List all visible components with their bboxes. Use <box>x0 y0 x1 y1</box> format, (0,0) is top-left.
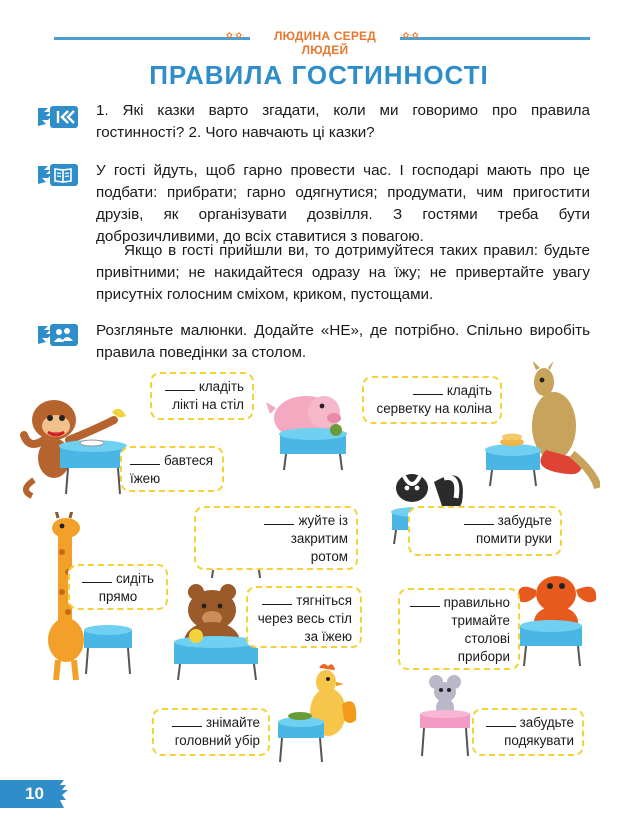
caption-elbows <box>150 372 254 420</box>
caption-sit-line-2: прямо <box>98 589 138 604</box>
caption-reach-line-2: через весь стіл <box>257 611 352 626</box>
caption-wash-line-1 <box>418 512 552 530</box>
caption-wash-line-2: помити руки <box>475 531 552 546</box>
caption-cutlery-line-3: столові <box>464 631 510 646</box>
caption-cutlery-line-2: тримайте <box>451 613 510 628</box>
answer-blank[interactable] <box>410 594 440 607</box>
answer-blank[interactable] <box>172 714 202 727</box>
caption-napkin-line-2: серветку на коліна <box>376 401 492 416</box>
caption-wash <box>408 506 562 556</box>
answer-blank[interactable] <box>464 512 494 525</box>
questions-text: 1. Які казки варто згадати, коли ми говоримо про правила гостинності? 2. Чого навчають ці казки? <box>96 102 590 141</box>
page-number: 10 <box>0 780 54 808</box>
caption-thanks <box>472 708 584 756</box>
group-work-icon <box>38 322 80 348</box>
caption-thanks-line-1 <box>482 714 574 732</box>
answer-blank[interactable] <box>413 382 443 395</box>
caption-hat <box>152 708 270 756</box>
caption-chew-line-1 <box>204 512 348 530</box>
caption-play-line-1 <box>130 452 214 470</box>
caption-chew <box>194 506 358 570</box>
answer-blank[interactable] <box>82 570 112 583</box>
header-ornament-right: ·✿·✿ <box>400 31 419 40</box>
caption-text: забудьте <box>519 715 574 730</box>
caption-cutlery-line-4: прибори <box>457 649 510 664</box>
caption-text: бавтеся <box>164 453 214 468</box>
caption-napkin-line-1 <box>372 382 492 400</box>
caption-elbows-line-1 <box>160 378 244 396</box>
reading-paragraph-2 <box>96 240 590 306</box>
caption-reach-line-1 <box>256 592 352 610</box>
caption-text: забудьте <box>497 513 552 528</box>
caption-thanks-line-2: подякувати <box>504 733 574 748</box>
caption-cutlery <box>398 588 520 670</box>
caption-hat-line-2: головний убір <box>174 733 260 748</box>
reading-paragraph-1: У гості йдуть, щоб гарно провести час. І господарі мають про це подбати: прибрати; гарно одягнутися; продумати, чим пригостити друзів, як організувати дозвілля. З гостями треба бути доброзичливими, до всіх ставитися з повагою. <box>96 162 590 245</box>
crayfish-illustration <box>512 566 602 670</box>
caption-chew-line-2: закритим <box>290 531 348 546</box>
header-line-right <box>400 37 590 40</box>
caption-text: кладіть <box>446 383 492 398</box>
header-section-title: ЛЮДИНА СЕРЕД ЛЮДЕЙ <box>274 29 376 57</box>
caption-play <box>120 446 224 492</box>
caption-text: жуйте із <box>298 513 348 528</box>
caption-reach <box>246 586 362 648</box>
caption-text: правильно <box>443 595 510 610</box>
answer-blank[interactable] <box>264 512 294 525</box>
caption-text: тягніться <box>296 593 352 608</box>
kangaroo-illustration <box>484 362 600 490</box>
reading-paragraph-2-text: Якщо в гості прийшли ви, то дотримуйтеся таких правил: будьте привітними; не накидайтеся одразу на їжу; не привертайте увагу присутніх голосним сміхом, криком, пустощами. <box>96 242 590 303</box>
caption-reach-line-3: за їжею <box>304 629 352 644</box>
caption-napkin <box>362 376 502 424</box>
answer-blank[interactable] <box>130 452 160 465</box>
task-text: Розгляньте малюнки. Додайте «НЕ», де потрібно. Спільно виробіть правила поведінки за столом. <box>96 322 590 361</box>
answer-blank[interactable] <box>262 592 292 605</box>
recall-icon <box>38 104 80 130</box>
book-icon <box>38 162 80 188</box>
caption-sit <box>68 564 168 610</box>
caption-text: знімайте <box>205 715 260 730</box>
caption-play-line-2: їжею <box>130 471 161 486</box>
header-line-left <box>54 37 250 40</box>
caption-sit-line-1 <box>78 570 158 588</box>
caption-cutlery-line-1 <box>408 594 510 612</box>
page-title: ПРАВИЛА ГОСТИННОСТІ <box>149 60 489 90</box>
page-number-tab-icon <box>54 780 68 808</box>
pig-illustration <box>262 388 358 472</box>
answer-blank[interactable] <box>165 378 195 391</box>
caption-elbows-line-2: лікті на стіл <box>172 397 244 412</box>
caption-text: кладіть <box>198 379 244 394</box>
caption-chew-line-3: ротом <box>310 549 348 564</box>
answer-blank[interactable] <box>486 714 516 727</box>
mouse-illustration <box>416 672 476 758</box>
caption-text: сидіть <box>115 571 155 586</box>
header-ornament-left: ✿·✿· <box>226 31 245 40</box>
caption-hat-line-1 <box>162 714 260 732</box>
rooster-illustration <box>276 664 358 768</box>
